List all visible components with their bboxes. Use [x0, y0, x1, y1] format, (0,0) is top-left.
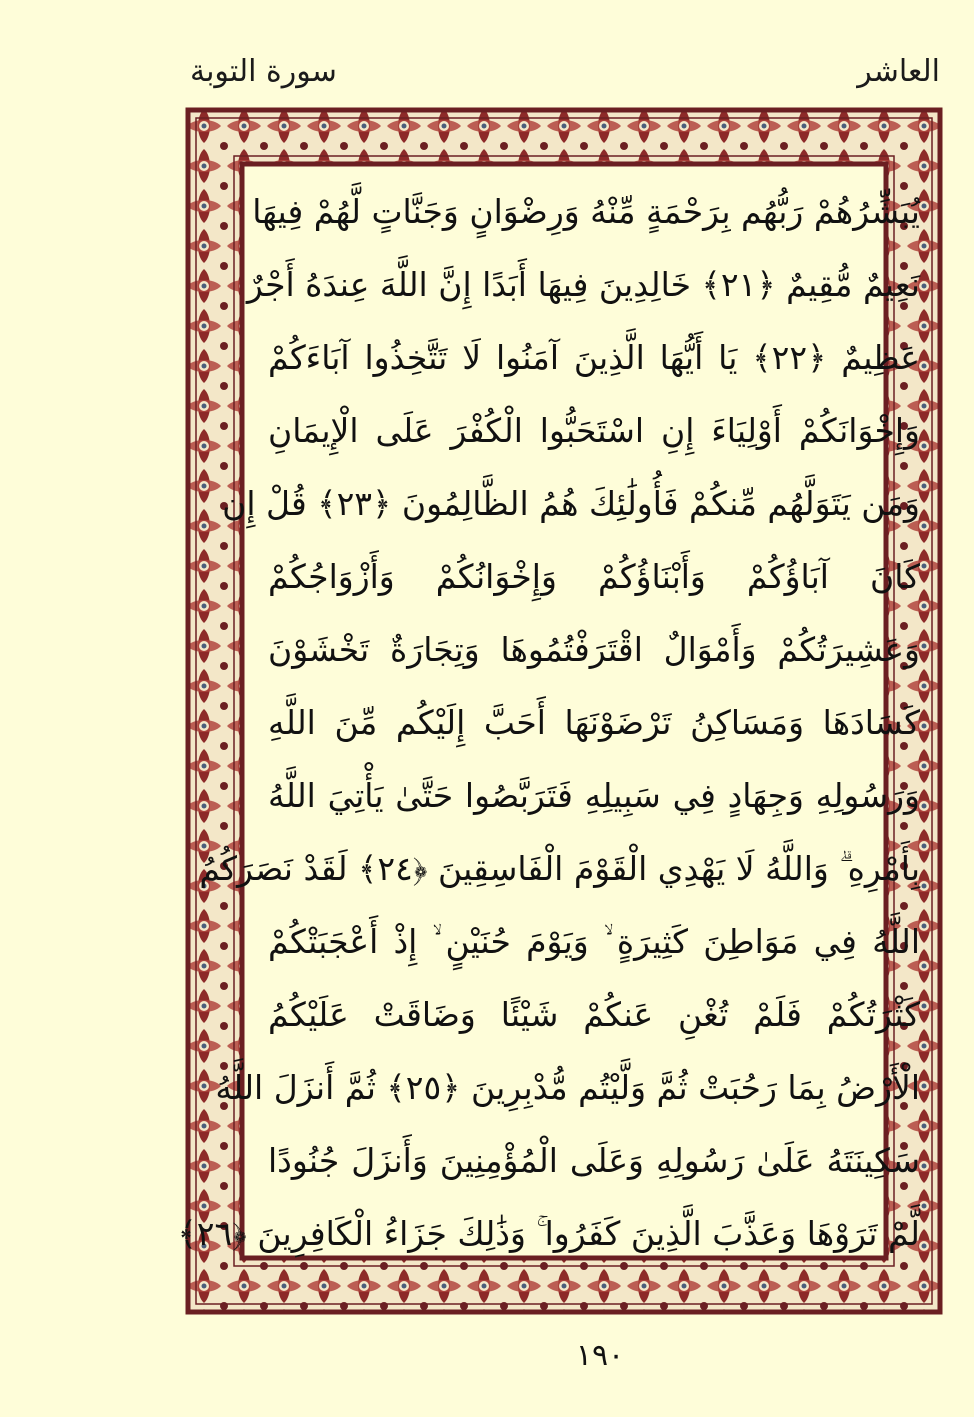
surah-label: سورة التوبة [190, 54, 337, 89]
verse-line-12: كَثْرَتُكُمْ فَلَمْ تُغْنِ عَنكُمْ شَيْئًا وَضَاقَتْ عَلَيْكُمُ [268, 995, 920, 1034]
verse-line-13: الْأَرْضُ بِمَا رَحُبَتْ ثُمَّ وَلَّيْتُم مُّدْبِرِينَ ﴿٢٥﴾ ثُمَّ أَنزَلَ اللَّهُ [215, 1068, 920, 1107]
verse-line-3: عَظِيمٌ ﴿٢٢﴾ يَا أَيُّهَا الَّذِينَ آمَنُوا لَا تَتَّخِذُوا آبَاءَكُمْ [268, 338, 920, 377]
verse-line-11: اللَّهُ فِي مَوَاطِنَ كَثِيرَةٍ ۙ وَيَوْمَ حُنَيْنٍ ۙ إِذْ أَعْجَبَتْكُمْ [268, 922, 920, 961]
juz-label: العاشر [857, 54, 940, 89]
verses-block [177, 176, 920, 1276]
verse-line-8: كَسَادَهَا وَمَسَاكِنُ تَرْضَوْنَهَا أَحَبَّ إِلَيْكُم مِّنَ اللَّهِ [268, 703, 920, 742]
verse-line-2: نَعِيمٌ مُّقِيمٌ ﴿٢١﴾ خَالِدِينَ فِيهَا أَبَدًا إِنَّ اللَّهَ عِندَهُ أَجْرٌ [246, 265, 920, 304]
verse-line-15: لَّمْ تَرَوْهَا وَعَذَّبَ الَّذِينَ كَفَرُوا ۚ وَذَٰلِكَ جَزَاءُ الْكَافِرِينَ ﴿٢٦﴾ [177, 1214, 920, 1253]
verse-line-10: بِأَمْرِهِ ۗ وَاللَّهُ لَا يَهْدِي الْقَوْمَ الْفَاسِقِينَ ﴿٢٤﴾ لَقَدْ نَصَرَكُمُ [199, 849, 920, 888]
verse-line-6: كَانَ آبَاؤُكُمْ وَأَبْنَاؤُكُمْ وَإِخْوَانُكُمْ وَأَزْوَاجُكُمْ [268, 557, 920, 596]
verse-line-1: يُبَشِّرُهُمْ رَبُّهُم بِرَحْمَةٍ مِّنْهُ وَرِضْوَانٍ وَجَنَّاتٍ لَّهُمْ فِيهَا [252, 192, 920, 231]
page-number: ١٩٠ [575, 1338, 625, 1373]
verse-line-14: سَكِينَتَهُ عَلَىٰ رَسُولِهِ وَعَلَى الْمُؤْمِنِينَ وَأَنزَلَ جُنُودًا [268, 1141, 920, 1180]
verse-line-7: وَعَشِيرَتُكُمْ وَأَمْوَالٌ اقْتَرَفْتُمُوهَا وَتِجَارَةٌ تَخْشَوْنَ [268, 630, 920, 669]
verse-line-4: وَإِخْوَانَكُمْ أَوْلِيَاءَ إِنِ اسْتَحَبُّوا الْكُفْرَ عَلَى الْإِيمَانِ [268, 411, 920, 450]
verse-line-9: وَرَسُولِهِ وَجِهَادٍ فِي سَبِيلِهِ فَتَرَبَّصُوا حَتَّىٰ يَأْتِيَ اللَّهُ [268, 776, 920, 815]
verse-line-5: وَمَن يَتَوَلَّهُم مِّنكُمْ فَأُولَٰئِكَ هُمُ الظَّالِمُونَ ﴿٢٣﴾ قُلْ إِن [222, 484, 920, 523]
page-header [190, 52, 940, 92]
